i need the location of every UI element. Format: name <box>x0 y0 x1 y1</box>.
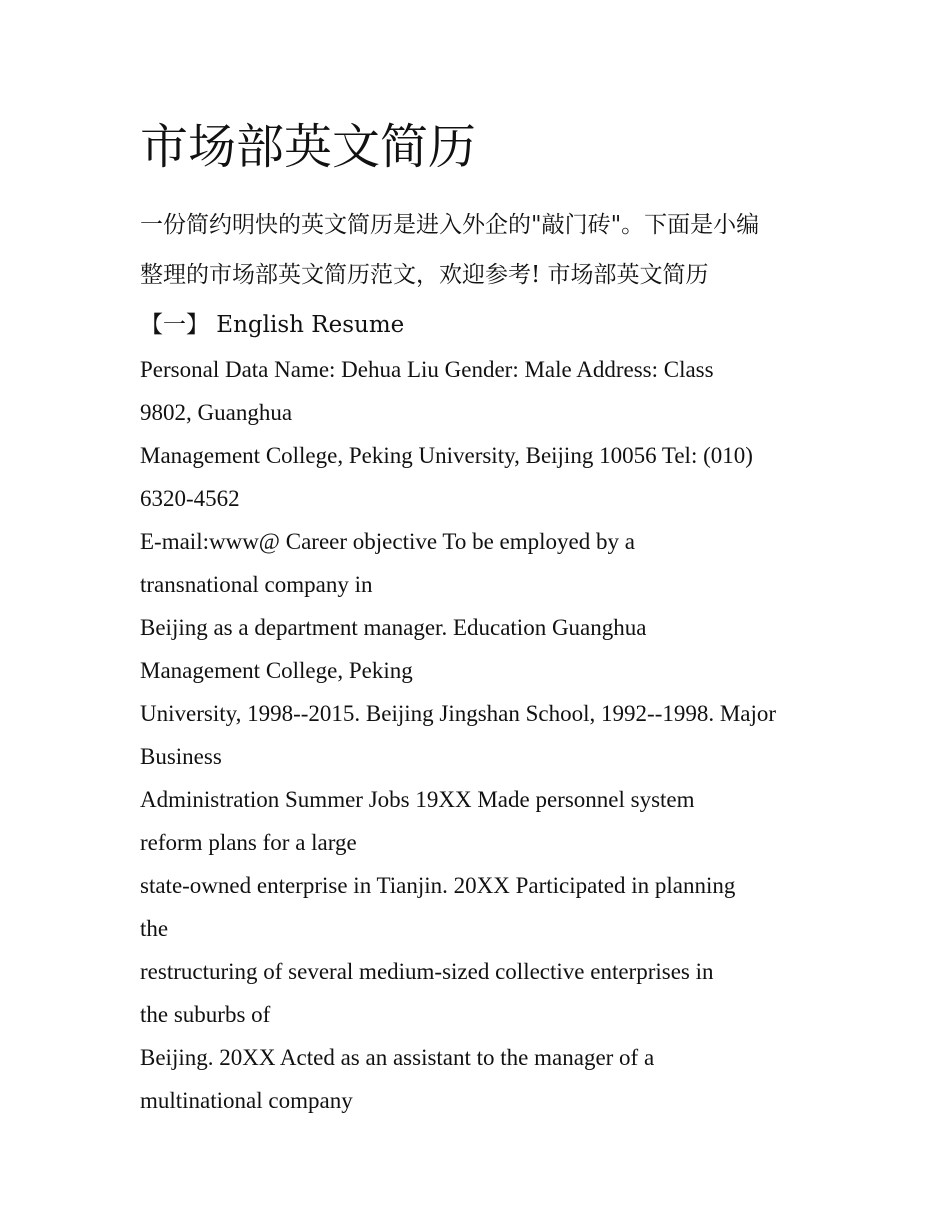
body-line: restructuring of several medium-sized collective enterprises in <box>140 959 714 984</box>
body-line: 6320-4562 <box>140 486 240 511</box>
body-line: Beijing. 20XX Acted as an assistant to the manager of a <box>140 1045 655 1070</box>
body-line: reform plans for a large <box>140 830 357 855</box>
document-title: 市场部英文简历 <box>140 119 477 175</box>
body-line: the <box>140 916 169 941</box>
body-line: E-mail:www@ Career objective To be employed by a <box>140 529 635 554</box>
body-line: 9802, Guanghua <box>140 400 293 425</box>
body-line: Management College, Peking University, Beijing 10056 Tel: (010) <box>140 443 753 468</box>
body-line: Personal Data Name: Dehua Liu Gender: Male Address: Class <box>140 357 714 382</box>
body-line: University, 1998--2015. Beijing Jingshan School, 1992--1998. Major <box>140 701 777 726</box>
body-line: the suburbs of <box>140 1002 271 1027</box>
intro-line: 一份简约明快的英文简历是进入外企的"敲门砖"。下面是小编 <box>140 212 760 238</box>
resume-body <box>140 348 820 1122</box>
section-heading: 【一】 English Resume <box>140 312 405 338</box>
body-line: state-owned enterprise in Tianjin. 20XX Participated in planning <box>140 873 736 898</box>
intro-paragraph <box>140 200 820 300</box>
body-line: transnational company in <box>140 572 373 597</box>
body-line: Beijing as a department manager. Education Guanghua <box>140 615 647 640</box>
body-line: Management College, Peking <box>140 658 413 683</box>
intro-line: 整理的市场部英文简历范文，欢迎参考! 市场部英文简历 <box>140 262 709 288</box>
body-line: Administration Summer Jobs 19XX Made personnel system <box>140 787 695 812</box>
body-line: multinational company <box>140 1088 353 1113</box>
body-line: Business <box>140 744 222 769</box>
